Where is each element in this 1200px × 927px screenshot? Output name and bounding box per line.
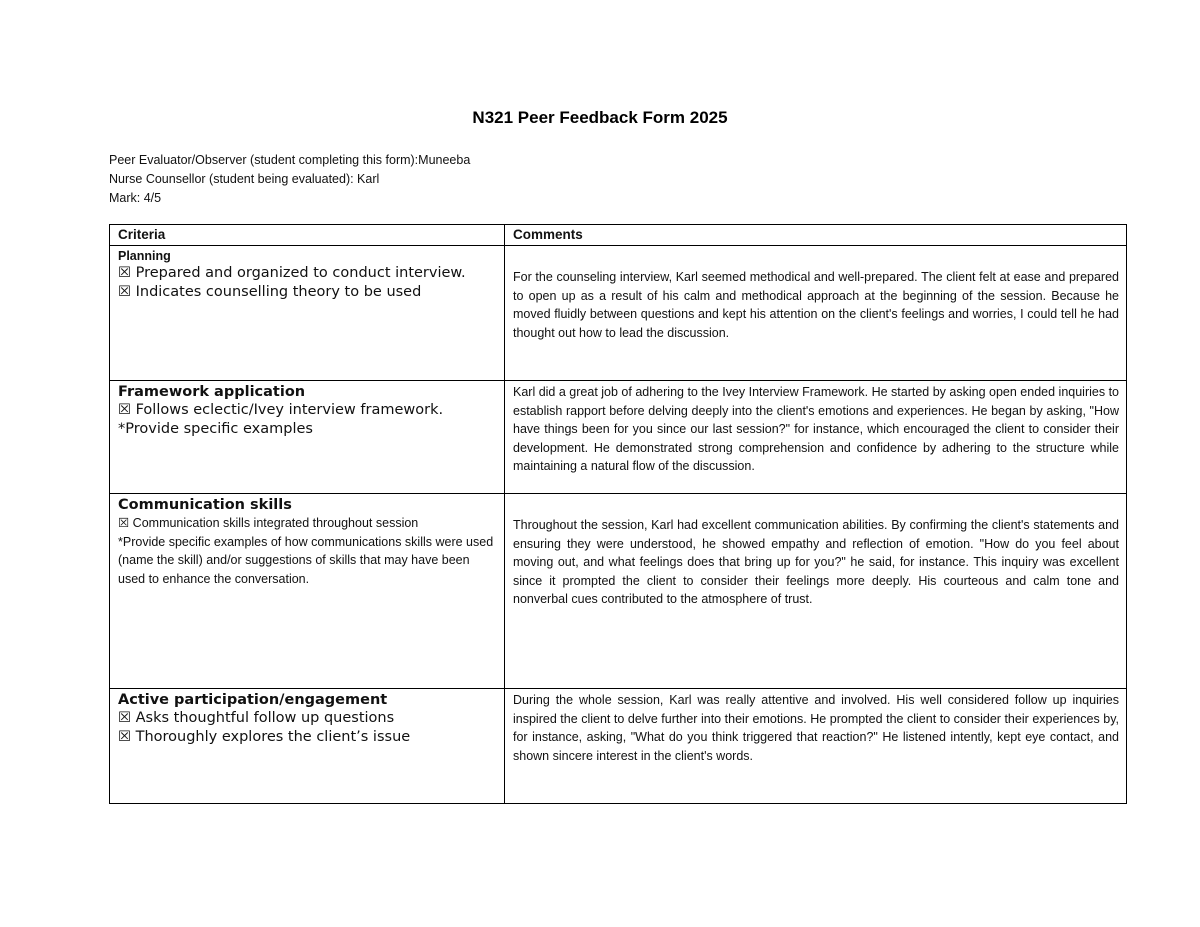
comment-text-communication: Throughout the session, Karl had excellent communication abilities. By confirming the client's statements and ensuring they were understood, he showed empathy and reflection of emotion. "How do you feel about moving out, and what feelings does that bring up for you?" he said, for instance. This inquiry was excellent since it prompted the client to consider their feelings more deeply. His courteous and calm tone and nonverbal cues contributed to the atmosphere of trust. [513, 518, 1119, 607]
comments-header: Comments [505, 225, 1127, 246]
page-title: N321 Peer Feedback Form 2025 [472, 108, 728, 127]
criteria-cell-planning [110, 246, 505, 381]
criteria-cell-communication [110, 494, 505, 689]
table-row-planning [110, 246, 1127, 381]
criteria-heading-framework: Framework application [118, 384, 306, 400]
criteria-cell-framework [110, 381, 505, 494]
criteria-heading-active: Active participation/engagement [118, 692, 388, 708]
evaluator-line: Peer Evaluator/Observer (student completing this form):Muneeba [109, 153, 471, 167]
comment-cell-communication [505, 494, 1127, 689]
feedback-table [109, 224, 1127, 804]
comment-cell-planning [505, 246, 1127, 381]
criteria-item-prepared: ☒ Prepared and organized to conduct interview. [118, 265, 466, 281]
comment-text-framework: Karl did a great job of adhering to the Ivey Interview Framework. He started by asking open ended inquiries to establish rapport before delving deeply into the client's emotions and experiences. He began by asking, "How have things been for you since our last session?" for instance, which encouraged the client to consider their development. He demonstrated strong comprehension and confidence by adhering to the structure while maintaining a natural flow of the discussion. [513, 385, 1119, 474]
table-row-active [110, 689, 1127, 804]
criteria-item-follow-up: ☒ Asks thoughtful follow up questions [118, 710, 395, 726]
criteria-item-theory: ☒ Indicates counselling theory to be used [118, 284, 422, 300]
mark-line: Mark: 4/5 [109, 191, 162, 205]
criteria-item-integrated: ☒ Communication skills integrated throughout session [118, 516, 419, 530]
comment-text-active: During the whole session, Karl was really attentive and involved. His well considered follow up inquiries inspired the client to delve further into their emotions. He prompted the client to consider their experiences by, for instance, asking, "What do you think triggered that reaction?" He listened intently, kept eye contact, and shown sincere interest in the client's words. [513, 693, 1119, 763]
form-meta [109, 151, 470, 208]
criteria-header: Criteria [110, 225, 505, 246]
criteria-item-explores: ☒ Thoroughly explores the client’s issue [118, 729, 411, 745]
criteria-heading-communication: Communication skills [118, 497, 292, 513]
counsellor-line: Nurse Counsellor (student being evaluated): Karl [109, 172, 380, 186]
table-row-communication [110, 494, 1127, 689]
criteria-cell-active [110, 689, 505, 804]
comment-text-planning: For the counseling interview, Karl seemed methodical and well-prepared. The client felt at ease and prepared to open up as a result of his calm and methodical approach at the beginning of the session. Because he moved fluidly between questions and kept his attention on the client's feelings and worries, I could tell he had thought out how to lead the discussion. [513, 270, 1119, 340]
criteria-item-examples: *Provide specific examples [118, 421, 313, 437]
criteria-item-skill-examples: *Provide specific examples of how communications skills were used (name the skill) and/or suggestions of skills that may have been used to enhance the conversation. [118, 534, 494, 586]
comment-cell-active [505, 689, 1127, 804]
criteria-item-framework: ☒ Follows eclectic/Ivey interview framework. [118, 402, 444, 418]
table-row-framework [110, 381, 1127, 494]
criteria-heading-planning: Planning [118, 249, 171, 263]
comment-cell-framework [505, 381, 1127, 494]
table-header-row [110, 225, 1127, 246]
